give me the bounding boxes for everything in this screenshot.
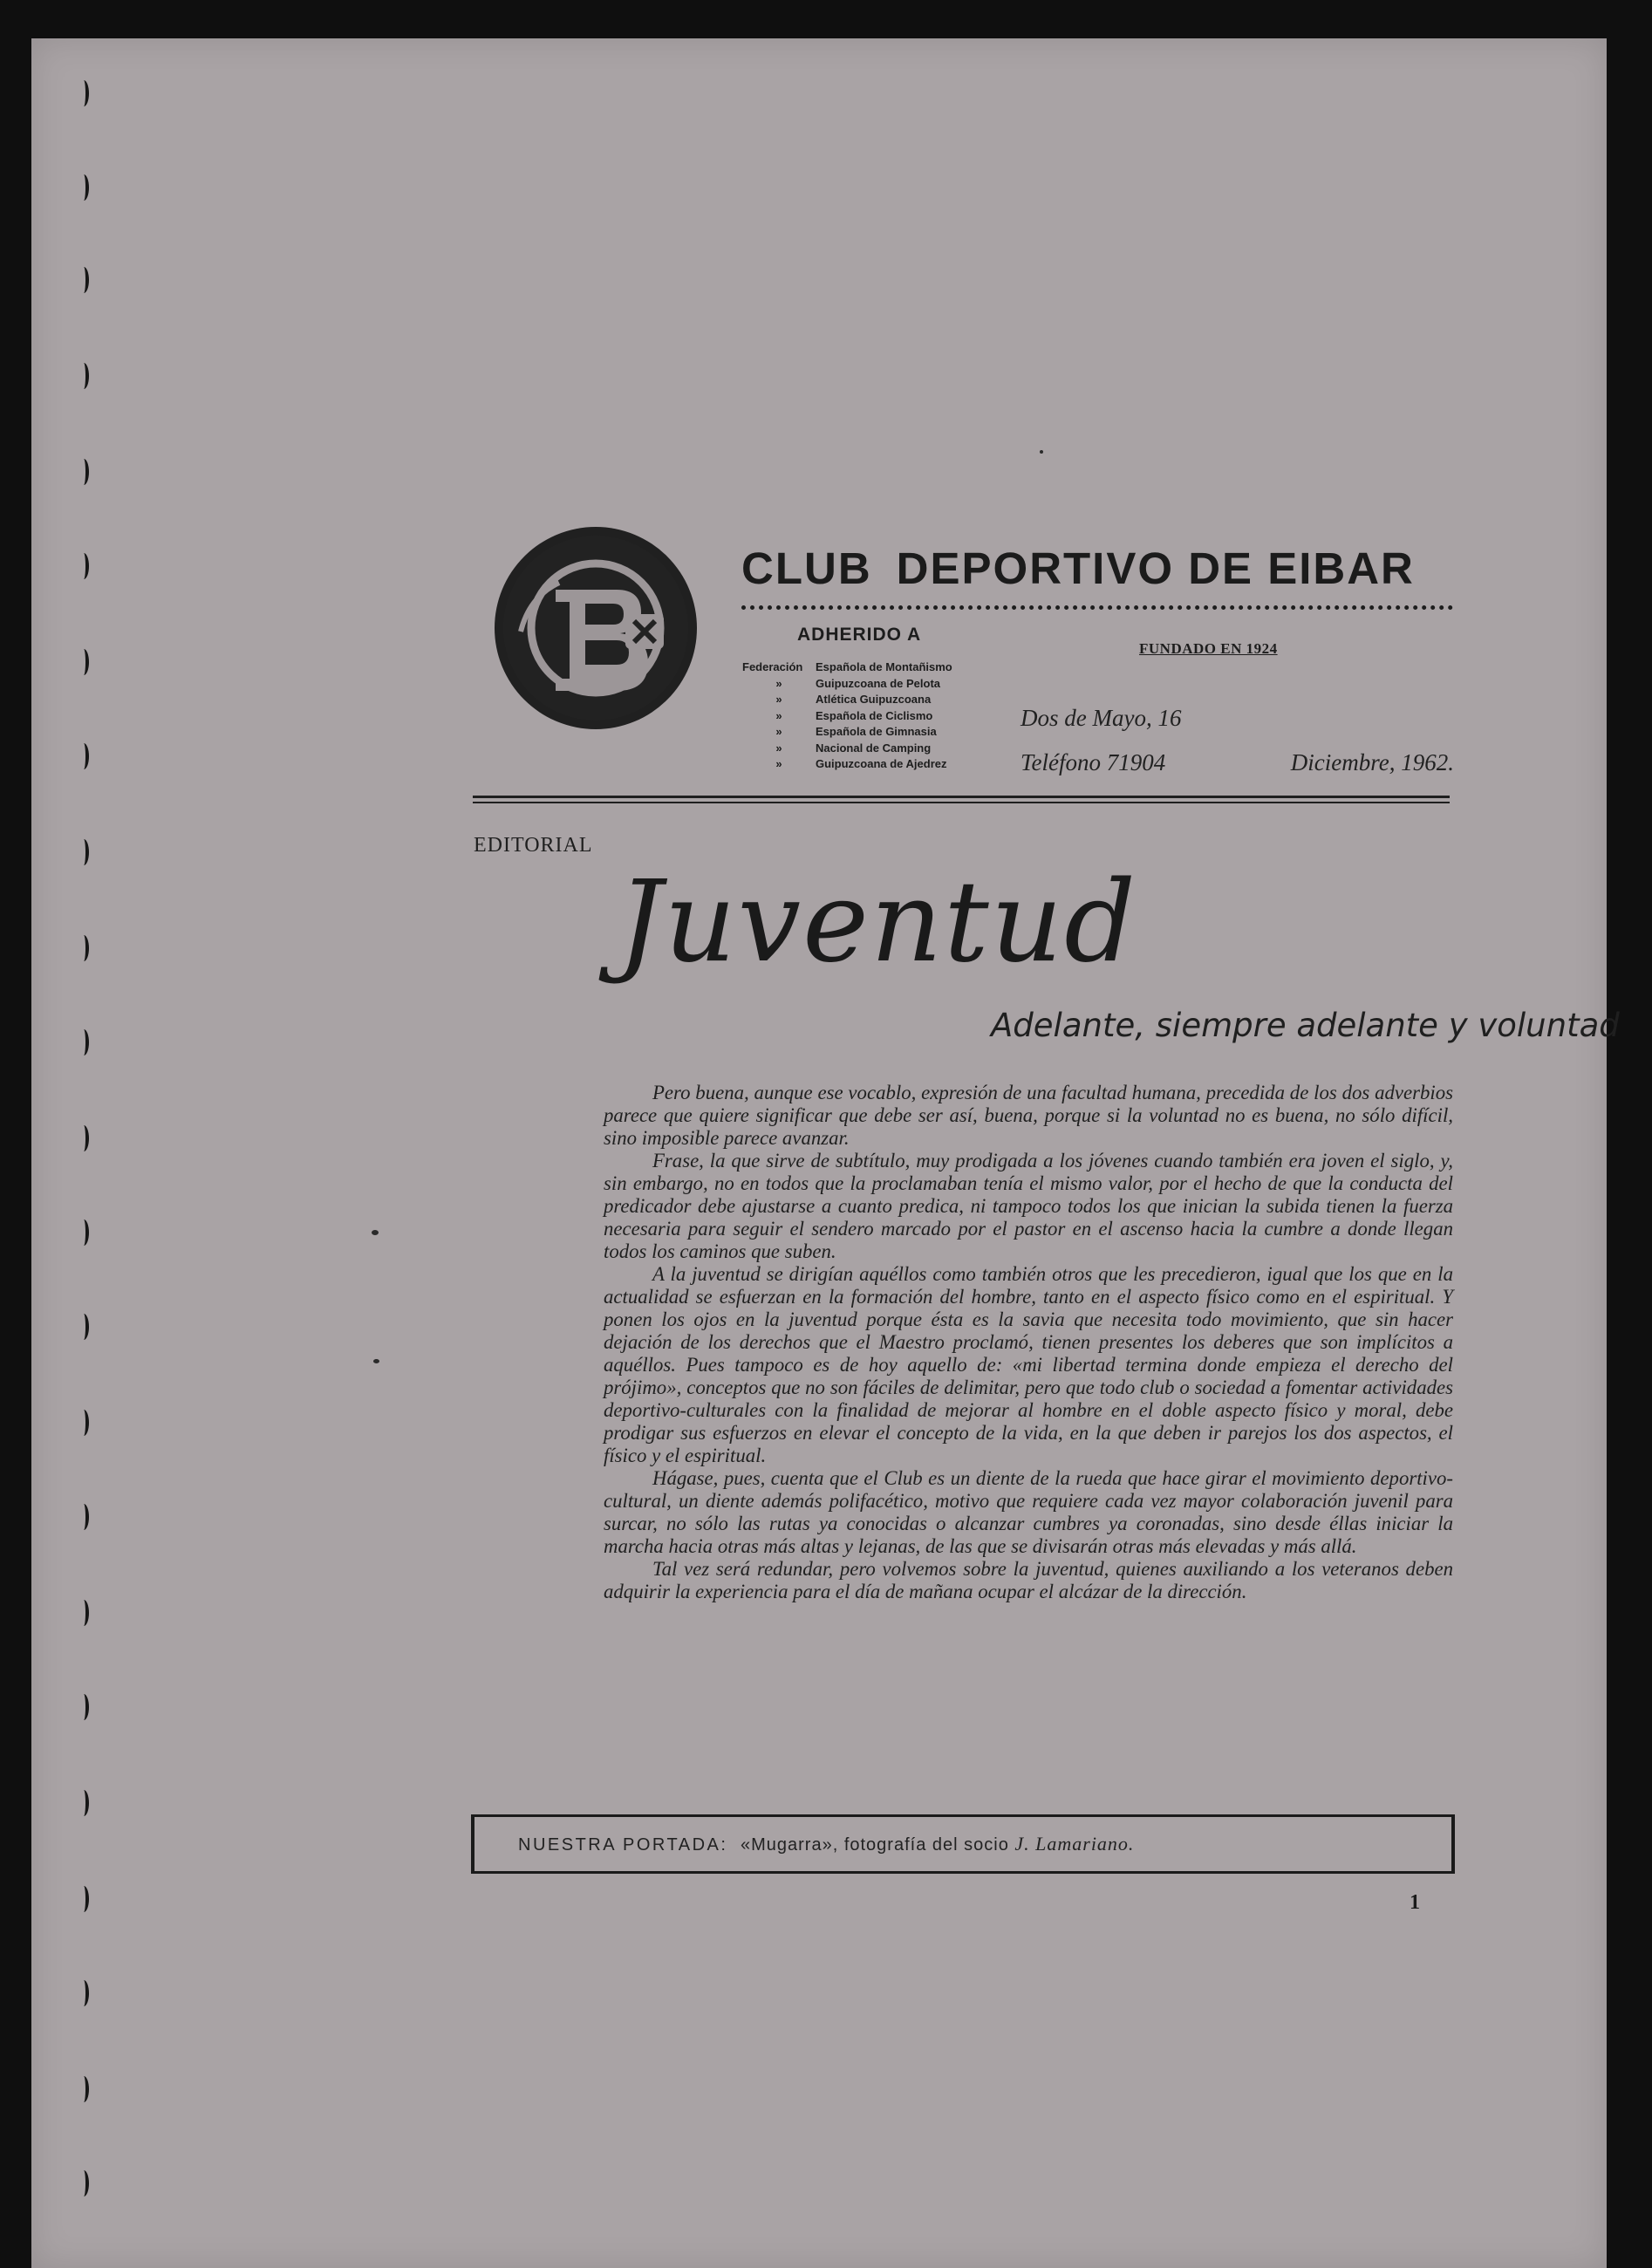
article-subtitle: Adelante, siempre adelante y voluntad xyxy=(991,1007,1620,1044)
binder-hole-mark xyxy=(79,1029,89,1055)
header-divider xyxy=(473,796,1450,803)
print-speck xyxy=(372,1230,379,1235)
dotted-divider xyxy=(741,605,1453,610)
binder-hole-mark xyxy=(79,2076,89,2102)
issue-date: Diciembre, 1962. xyxy=(1290,749,1454,775)
federation-row: » Guipuzcoana de Pelota xyxy=(775,676,941,690)
binder-hole-mark xyxy=(79,174,89,201)
binder-hole-mark xyxy=(79,743,89,769)
federation-row: Federación Española de Montañismo xyxy=(742,660,952,673)
binder-hole-mark xyxy=(79,1125,89,1151)
binder-hole-mark xyxy=(79,2170,89,2196)
binder-hole-mark xyxy=(79,363,89,389)
article-paragraph: Tal vez será redundar, pero volvemos sobre la juventud, quienes auxiliando a los veteranos deben adquirir la experiencia para el día de mañana ocupar el alcázar de la dirección. xyxy=(604,1558,1453,1602)
federation-row: » Guipuzcoana de Ajedrez xyxy=(775,757,947,770)
federation-row: » Española de Ciclismo xyxy=(775,708,933,722)
article-paragraph: A la juventud se dirigían aquéllos como también otros que les precedieron, igual que los que en la actualidad se esfuerzan en la formación del hombre, tanto en el aspecto físico como en el espiritual. Y ponen los ojos en la juventud porque ésta es la savia que necesita todo movimiento, que sin hacer dejación de los derechos que el Maestro proclamó, tienen presentes los deberes que son implícitos a aquéllos. Pues tampoco es de hoy aquello de: «mi libertad termina donde empieza el derecho del prójimo», conceptos que no son fáciles de delimitar, pero que todo club o sociedad a fomentar actividades deportivo-culturales con la finalidad de mejorar al hombre en el doble aspecto físico y moral, debe prodigar sus esfuerzos en elevar el concepto de la vida, en la que deben ir parejos los dos aspectos, el físico y el espiritual. xyxy=(604,1263,1453,1466)
article-paragraph: Pero buena, aunque ese vocablo, expresión de una facultad humana, precedida de los dos adverbios parece que quiere significar que debe ser así, buena, porque si la voluntad no es buena, no sólo difícil, sino imposible parece avanzar. xyxy=(604,1082,1453,1149)
cover-note-label: NUESTRA PORTADA: xyxy=(518,1835,728,1855)
binder-hole-mark xyxy=(79,935,89,961)
binder-hole-mark xyxy=(79,1886,89,1912)
club-title-rest: DEPORTIVO DE EIBAR xyxy=(896,543,1415,593)
binder-hole-mark xyxy=(79,1980,89,2006)
address: Dos de Mayo, 16 xyxy=(1021,705,1182,731)
club-title xyxy=(741,543,1458,594)
article-paragraph: Hágase, pues, cuenta que el Club es un diente de la rueda que hace girar el movimiento deportivo-cultural, un diente además polifacético, motivo que requiere cada vez mayor colaboración juvenil para surcar, no sólo las rutas ya conocidas o alcanzar cumbres ya coronadas, sino desde éllas iniciar la marcha hacia otras más altas y lejanas, de las que se divisarán otras más elevadas y más allá. xyxy=(604,1467,1453,1557)
binder-hole-mark xyxy=(79,80,89,106)
binder-hole-mark xyxy=(79,1694,89,1720)
binder-hole-mark xyxy=(79,1504,89,1530)
cover-note-box xyxy=(471,1814,1455,1874)
binder-hole-mark xyxy=(79,459,89,485)
binder-hole-mark xyxy=(79,553,89,579)
federation-row: » Nacional de Camping xyxy=(775,741,932,755)
binder-hole-mark xyxy=(79,1219,89,1246)
adherido-heading: ADHERIDO A xyxy=(797,625,922,645)
cover-note-text: «Mugarra», fotografía del socio xyxy=(740,1835,1009,1855)
founded-label: FUNDADO EN 1924 xyxy=(1139,640,1278,657)
binder-hole-mark xyxy=(79,1314,89,1340)
club-emblem-icon xyxy=(495,527,697,729)
article-title: Juventud xyxy=(618,857,1138,987)
cover-note xyxy=(518,1833,1134,1855)
federation-row: » Española de Gimnasia xyxy=(775,725,937,738)
federation-list xyxy=(742,659,1013,773)
binder-hole-mark xyxy=(79,1600,89,1626)
binder-hole-mark xyxy=(79,839,89,865)
binder-hole-mark xyxy=(79,1410,89,1436)
binder-hole-mark xyxy=(79,1790,89,1816)
article-body xyxy=(604,1082,1453,1603)
telephone: Teléfono 71904 xyxy=(1021,749,1166,775)
print-speck xyxy=(373,1359,379,1363)
cover-note-author: J. Lamariano. xyxy=(1014,1833,1135,1855)
page-number: 1 xyxy=(1410,1891,1420,1914)
binder-hole-mark xyxy=(79,649,89,675)
section-label: EDITORIAL xyxy=(474,834,593,857)
federation-row: » Atlética Guipuzcoana xyxy=(775,693,932,706)
article-paragraph: Frase, la que sirve de subtítulo, muy prodigada a los jóvenes cuando también era joven el siglo, y, sin embargo, no en todos que la proclamaban tenía el mismo valor, por el hecho de que la conducta del predicador debe ajustarse a cuanto predica, ni tampoco todos los que inician la subida tienen la fuerza necesaria para seguir el sendero marcado por el pastor en el ascenso hacia la cumbre a donde llegan todos los caminos que suben. xyxy=(604,1150,1453,1262)
club-title-word: CLUB xyxy=(741,543,872,593)
binder-hole-mark xyxy=(79,267,89,293)
document-page xyxy=(31,38,1620,2268)
print-speck xyxy=(1040,450,1043,454)
